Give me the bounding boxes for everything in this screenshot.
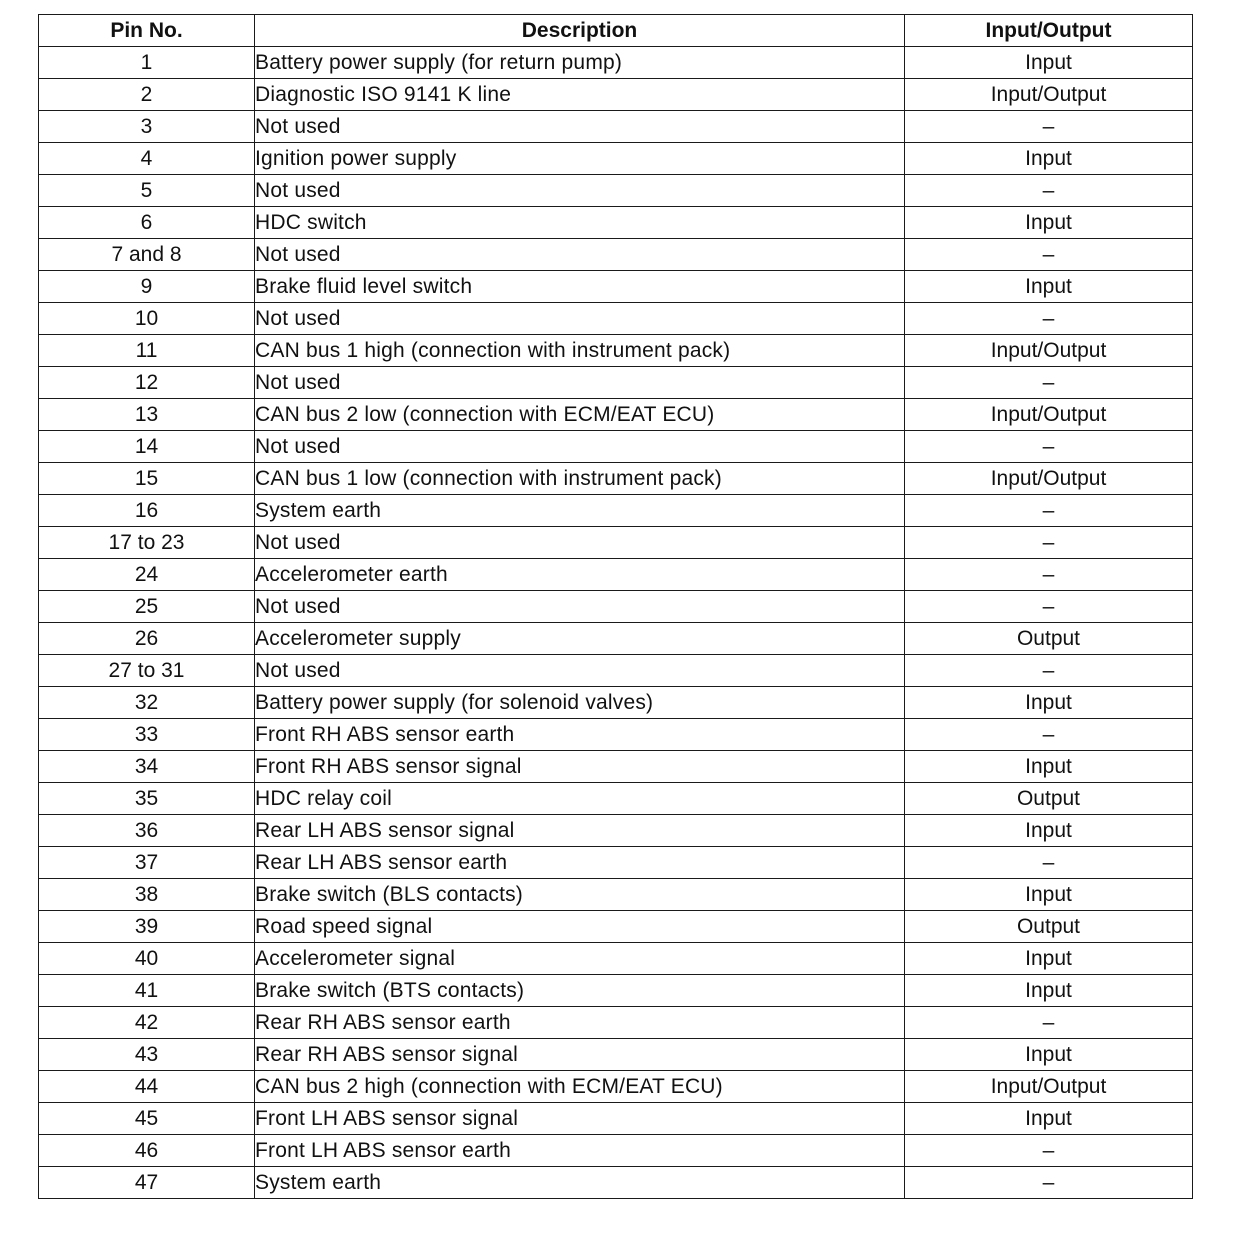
description-cell: Brake switch (BTS contacts) bbox=[255, 975, 905, 1007]
input-output-cell: Output bbox=[905, 911, 1193, 943]
description-cell: Not used bbox=[255, 175, 905, 207]
description-cell: Battery power supply (for return pump) bbox=[255, 47, 905, 79]
description-cell: Front LH ABS sensor signal bbox=[255, 1103, 905, 1135]
description-cell: Front RH ABS sensor earth bbox=[255, 719, 905, 751]
description-cell: Not used bbox=[255, 591, 905, 623]
description-cell: Not used bbox=[255, 527, 905, 559]
pin-number-cell: 32 bbox=[39, 687, 255, 719]
input-output-cell: Output bbox=[905, 783, 1193, 815]
input-output-cell: Input bbox=[905, 1039, 1193, 1071]
description-cell: CAN bus 2 high (connection with ECM/EAT ECU) bbox=[255, 1071, 905, 1103]
pin-number-cell: 5 bbox=[39, 175, 255, 207]
table-row bbox=[39, 495, 1193, 527]
input-output-cell: Input bbox=[905, 751, 1193, 783]
table-row bbox=[39, 559, 1193, 591]
table-row bbox=[39, 751, 1193, 783]
input-output-cell: Input/Output bbox=[905, 399, 1193, 431]
table-row bbox=[39, 591, 1193, 623]
table-row bbox=[39, 111, 1193, 143]
pin-number-cell: 1 bbox=[39, 47, 255, 79]
description-cell: Rear RH ABS sensor signal bbox=[255, 1039, 905, 1071]
table-row bbox=[39, 143, 1193, 175]
input-output-cell: – bbox=[905, 1167, 1193, 1199]
pin-number-cell: 36 bbox=[39, 815, 255, 847]
input-output-cell: – bbox=[905, 175, 1193, 207]
table-row bbox=[39, 1007, 1193, 1039]
pin-number-cell: 2 bbox=[39, 79, 255, 111]
pin-number-cell: 15 bbox=[39, 463, 255, 495]
input-output-cell: – bbox=[905, 655, 1193, 687]
description-cell: Not used bbox=[255, 303, 905, 335]
pin-number-cell: 13 bbox=[39, 399, 255, 431]
pin-number-cell: 43 bbox=[39, 1039, 255, 1071]
table-row bbox=[39, 47, 1193, 79]
input-output-cell: – bbox=[905, 239, 1193, 271]
description-cell: CAN bus 1 low (connection with instrument pack) bbox=[255, 463, 905, 495]
table-row bbox=[39, 79, 1193, 111]
input-output-cell: Input bbox=[905, 975, 1193, 1007]
table-row bbox=[39, 399, 1193, 431]
table-header bbox=[39, 15, 1193, 47]
input-output-cell: Input bbox=[905, 47, 1193, 79]
pin-number-cell: 3 bbox=[39, 111, 255, 143]
input-output-cell: – bbox=[905, 591, 1193, 623]
header-description: Description bbox=[255, 15, 905, 47]
description-cell: HDC relay coil bbox=[255, 783, 905, 815]
input-output-cell: – bbox=[905, 111, 1193, 143]
pin-number-cell: 26 bbox=[39, 623, 255, 655]
description-cell: Road speed signal bbox=[255, 911, 905, 943]
description-cell: Accelerometer earth bbox=[255, 559, 905, 591]
input-output-cell: Input bbox=[905, 879, 1193, 911]
table-row bbox=[39, 879, 1193, 911]
description-cell: Not used bbox=[255, 239, 905, 271]
pin-number-cell: 37 bbox=[39, 847, 255, 879]
input-output-cell: Input bbox=[905, 207, 1193, 239]
table-row bbox=[39, 367, 1193, 399]
pin-number-cell: 38 bbox=[39, 879, 255, 911]
pin-number-cell: 27 to 31 bbox=[39, 655, 255, 687]
table-row bbox=[39, 1135, 1193, 1167]
pin-number-cell: 7 and 8 bbox=[39, 239, 255, 271]
table-row bbox=[39, 335, 1193, 367]
table-row bbox=[39, 847, 1193, 879]
description-cell: CAN bus 1 high (connection with instrument pack) bbox=[255, 335, 905, 367]
table-row bbox=[39, 175, 1193, 207]
input-output-cell: – bbox=[905, 847, 1193, 879]
pin-number-cell: 35 bbox=[39, 783, 255, 815]
pin-number-cell: 16 bbox=[39, 495, 255, 527]
description-cell: Accelerometer supply bbox=[255, 623, 905, 655]
pin-number-cell: 42 bbox=[39, 1007, 255, 1039]
table-row bbox=[39, 303, 1193, 335]
table-row bbox=[39, 687, 1193, 719]
input-output-cell: Input bbox=[905, 687, 1193, 719]
description-cell: Ignition power supply bbox=[255, 143, 905, 175]
pin-number-cell: 11 bbox=[39, 335, 255, 367]
input-output-cell: – bbox=[905, 303, 1193, 335]
description-cell: Diagnostic ISO 9141 K line bbox=[255, 79, 905, 111]
pin-number-cell: 14 bbox=[39, 431, 255, 463]
description-cell: Brake fluid level switch bbox=[255, 271, 905, 303]
pin-number-cell: 9 bbox=[39, 271, 255, 303]
input-output-cell: Input/Output bbox=[905, 463, 1193, 495]
pin-number-cell: 34 bbox=[39, 751, 255, 783]
description-cell: Not used bbox=[255, 367, 905, 399]
input-output-cell: Output bbox=[905, 623, 1193, 655]
description-cell: Front LH ABS sensor earth bbox=[255, 1135, 905, 1167]
description-cell: System earth bbox=[255, 495, 905, 527]
pin-number-cell: 17 to 23 bbox=[39, 527, 255, 559]
input-output-cell: – bbox=[905, 431, 1193, 463]
table-row bbox=[39, 271, 1193, 303]
input-output-cell: Input bbox=[905, 1103, 1193, 1135]
input-output-cell: Input bbox=[905, 815, 1193, 847]
header-pin-no: Pin No. bbox=[39, 15, 255, 47]
pin-number-cell: 45 bbox=[39, 1103, 255, 1135]
table-row bbox=[39, 1039, 1193, 1071]
input-output-cell: – bbox=[905, 495, 1193, 527]
pin-number-cell: 40 bbox=[39, 943, 255, 975]
input-output-cell: – bbox=[905, 367, 1193, 399]
input-output-cell: Input/Output bbox=[905, 79, 1193, 111]
description-cell: HDC switch bbox=[255, 207, 905, 239]
description-cell: Front RH ABS sensor signal bbox=[255, 751, 905, 783]
table-row bbox=[39, 1103, 1193, 1135]
input-output-cell: – bbox=[905, 1135, 1193, 1167]
header-row bbox=[39, 15, 1193, 47]
input-output-cell: – bbox=[905, 1007, 1193, 1039]
pin-number-cell: 4 bbox=[39, 143, 255, 175]
table-row bbox=[39, 431, 1193, 463]
table-row bbox=[39, 623, 1193, 655]
table-row bbox=[39, 207, 1193, 239]
table-row bbox=[39, 655, 1193, 687]
pin-number-cell: 10 bbox=[39, 303, 255, 335]
pin-number-cell: 47 bbox=[39, 1167, 255, 1199]
description-cell: Rear LH ABS sensor signal bbox=[255, 815, 905, 847]
pin-number-cell: 46 bbox=[39, 1135, 255, 1167]
pin-number-cell: 6 bbox=[39, 207, 255, 239]
table-row bbox=[39, 719, 1193, 751]
table-row bbox=[39, 943, 1193, 975]
input-output-cell: Input/Output bbox=[905, 335, 1193, 367]
header-input-output: Input/Output bbox=[905, 15, 1193, 47]
input-output-cell: Input bbox=[905, 143, 1193, 175]
description-cell: Not used bbox=[255, 431, 905, 463]
input-output-cell: Input/Output bbox=[905, 1071, 1193, 1103]
input-output-cell: – bbox=[905, 527, 1193, 559]
description-cell: Not used bbox=[255, 655, 905, 687]
description-cell: Rear LH ABS sensor earth bbox=[255, 847, 905, 879]
input-output-cell: – bbox=[905, 559, 1193, 591]
table-row bbox=[39, 783, 1193, 815]
description-cell: Accelerometer signal bbox=[255, 943, 905, 975]
description-cell: Brake switch (BLS contacts) bbox=[255, 879, 905, 911]
pin-number-cell: 12 bbox=[39, 367, 255, 399]
description-cell: Rear RH ABS sensor earth bbox=[255, 1007, 905, 1039]
table-row bbox=[39, 975, 1193, 1007]
pin-number-cell: 25 bbox=[39, 591, 255, 623]
input-output-cell: Input bbox=[905, 271, 1193, 303]
pin-number-cell: 39 bbox=[39, 911, 255, 943]
description-cell: System earth bbox=[255, 1167, 905, 1199]
input-output-cell: Input bbox=[905, 943, 1193, 975]
table-row bbox=[39, 1071, 1193, 1103]
table-row bbox=[39, 911, 1193, 943]
pin-table bbox=[38, 14, 1193, 1199]
table-row bbox=[39, 239, 1193, 271]
table-row bbox=[39, 527, 1193, 559]
pin-number-cell: 44 bbox=[39, 1071, 255, 1103]
description-cell: Not used bbox=[255, 111, 905, 143]
description-cell: CAN bus 2 low (connection with ECM/EAT ECU) bbox=[255, 399, 905, 431]
input-output-cell: – bbox=[905, 719, 1193, 751]
table-body bbox=[39, 47, 1193, 1199]
table-row bbox=[39, 463, 1193, 495]
table-row bbox=[39, 815, 1193, 847]
description-cell: Battery power supply (for solenoid valves) bbox=[255, 687, 905, 719]
pin-number-cell: 33 bbox=[39, 719, 255, 751]
pin-number-cell: 41 bbox=[39, 975, 255, 1007]
table-row bbox=[39, 1167, 1193, 1199]
pin-number-cell: 24 bbox=[39, 559, 255, 591]
